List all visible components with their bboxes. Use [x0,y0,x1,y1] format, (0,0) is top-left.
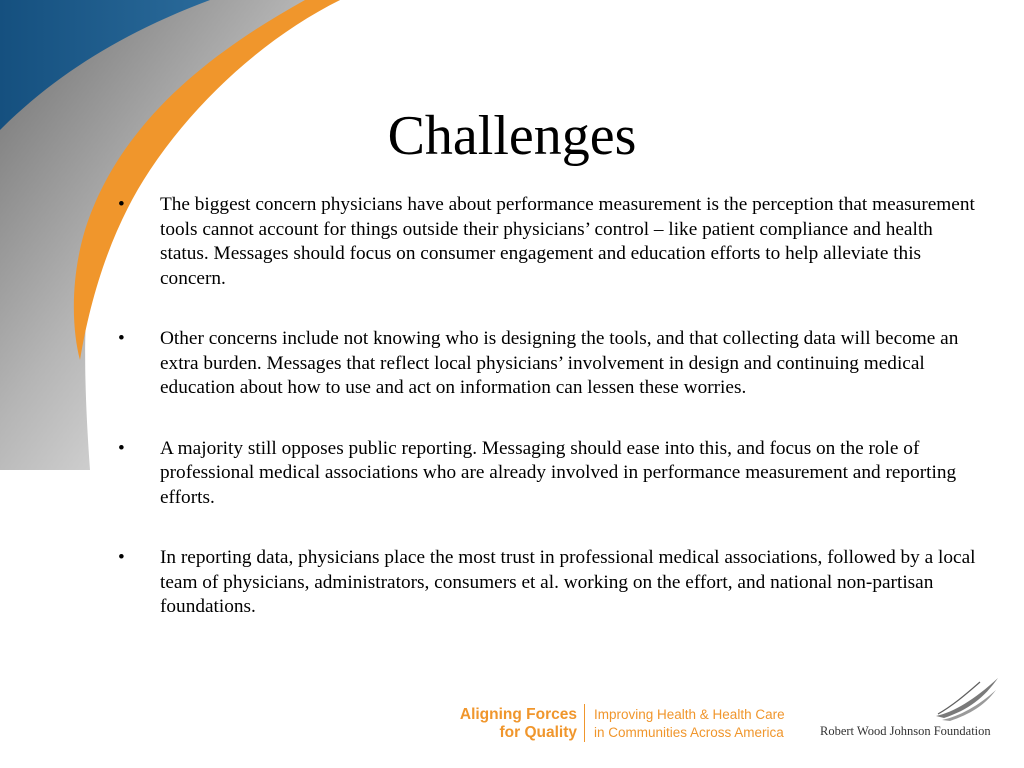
bullet-item [118,193,978,291]
logo-line-1: Aligning Forces [459,706,577,723]
tagline-line-1: Improving Health & Health Care [594,707,785,722]
bullet-marker: • [118,328,125,349]
rwjf-feather-icon [934,676,1000,722]
bullet-list [118,193,978,656]
bullet-item [118,327,978,401]
logo-tagline [594,706,785,742]
bullet-text: In reporting data, physicians place the most trust in professional medical associations, followed by a local team of physicians, administrators, consumers et al. working on the effort, and national non-partisan foundations. [160,547,976,617]
bullet-marker: • [118,547,125,568]
bullet-marker: • [118,437,125,459]
tagline-line-2: in Communities Across America [594,725,784,740]
bullet-text: The biggest concern physicians have about performance measurement is the perception that measurement tools cannot account for things outside their physicians’ control – like patient compliance and health status. Messages should focus on consumer engagement and education efforts to help alleviate this concern. [160,194,975,289]
foundation-name: Robert Wood Johnson Foundation [820,724,991,738]
aligning-forces-logo [437,706,577,742]
bullet-text: A majority still opposes public reporting. Messaging should ease into this, and focus on the role of professional medical associations who are already involved in performance measurement and reporting efforts. [160,437,957,508]
logo-divider [584,704,585,742]
bullet-text: Other concerns include not knowing who is designing the tools, and that collecting data will become an extra burden. Messages that reflect local physicians’ involvement in design and continuing medical education about how to use and act on information can lessen these worries. [160,328,959,398]
bullet-item [118,546,978,620]
bullet-marker: • [118,194,125,215]
logo-line-2: for Quality [499,724,577,741]
bullet-item [118,437,978,511]
slide-title: Challenges [387,105,637,167]
